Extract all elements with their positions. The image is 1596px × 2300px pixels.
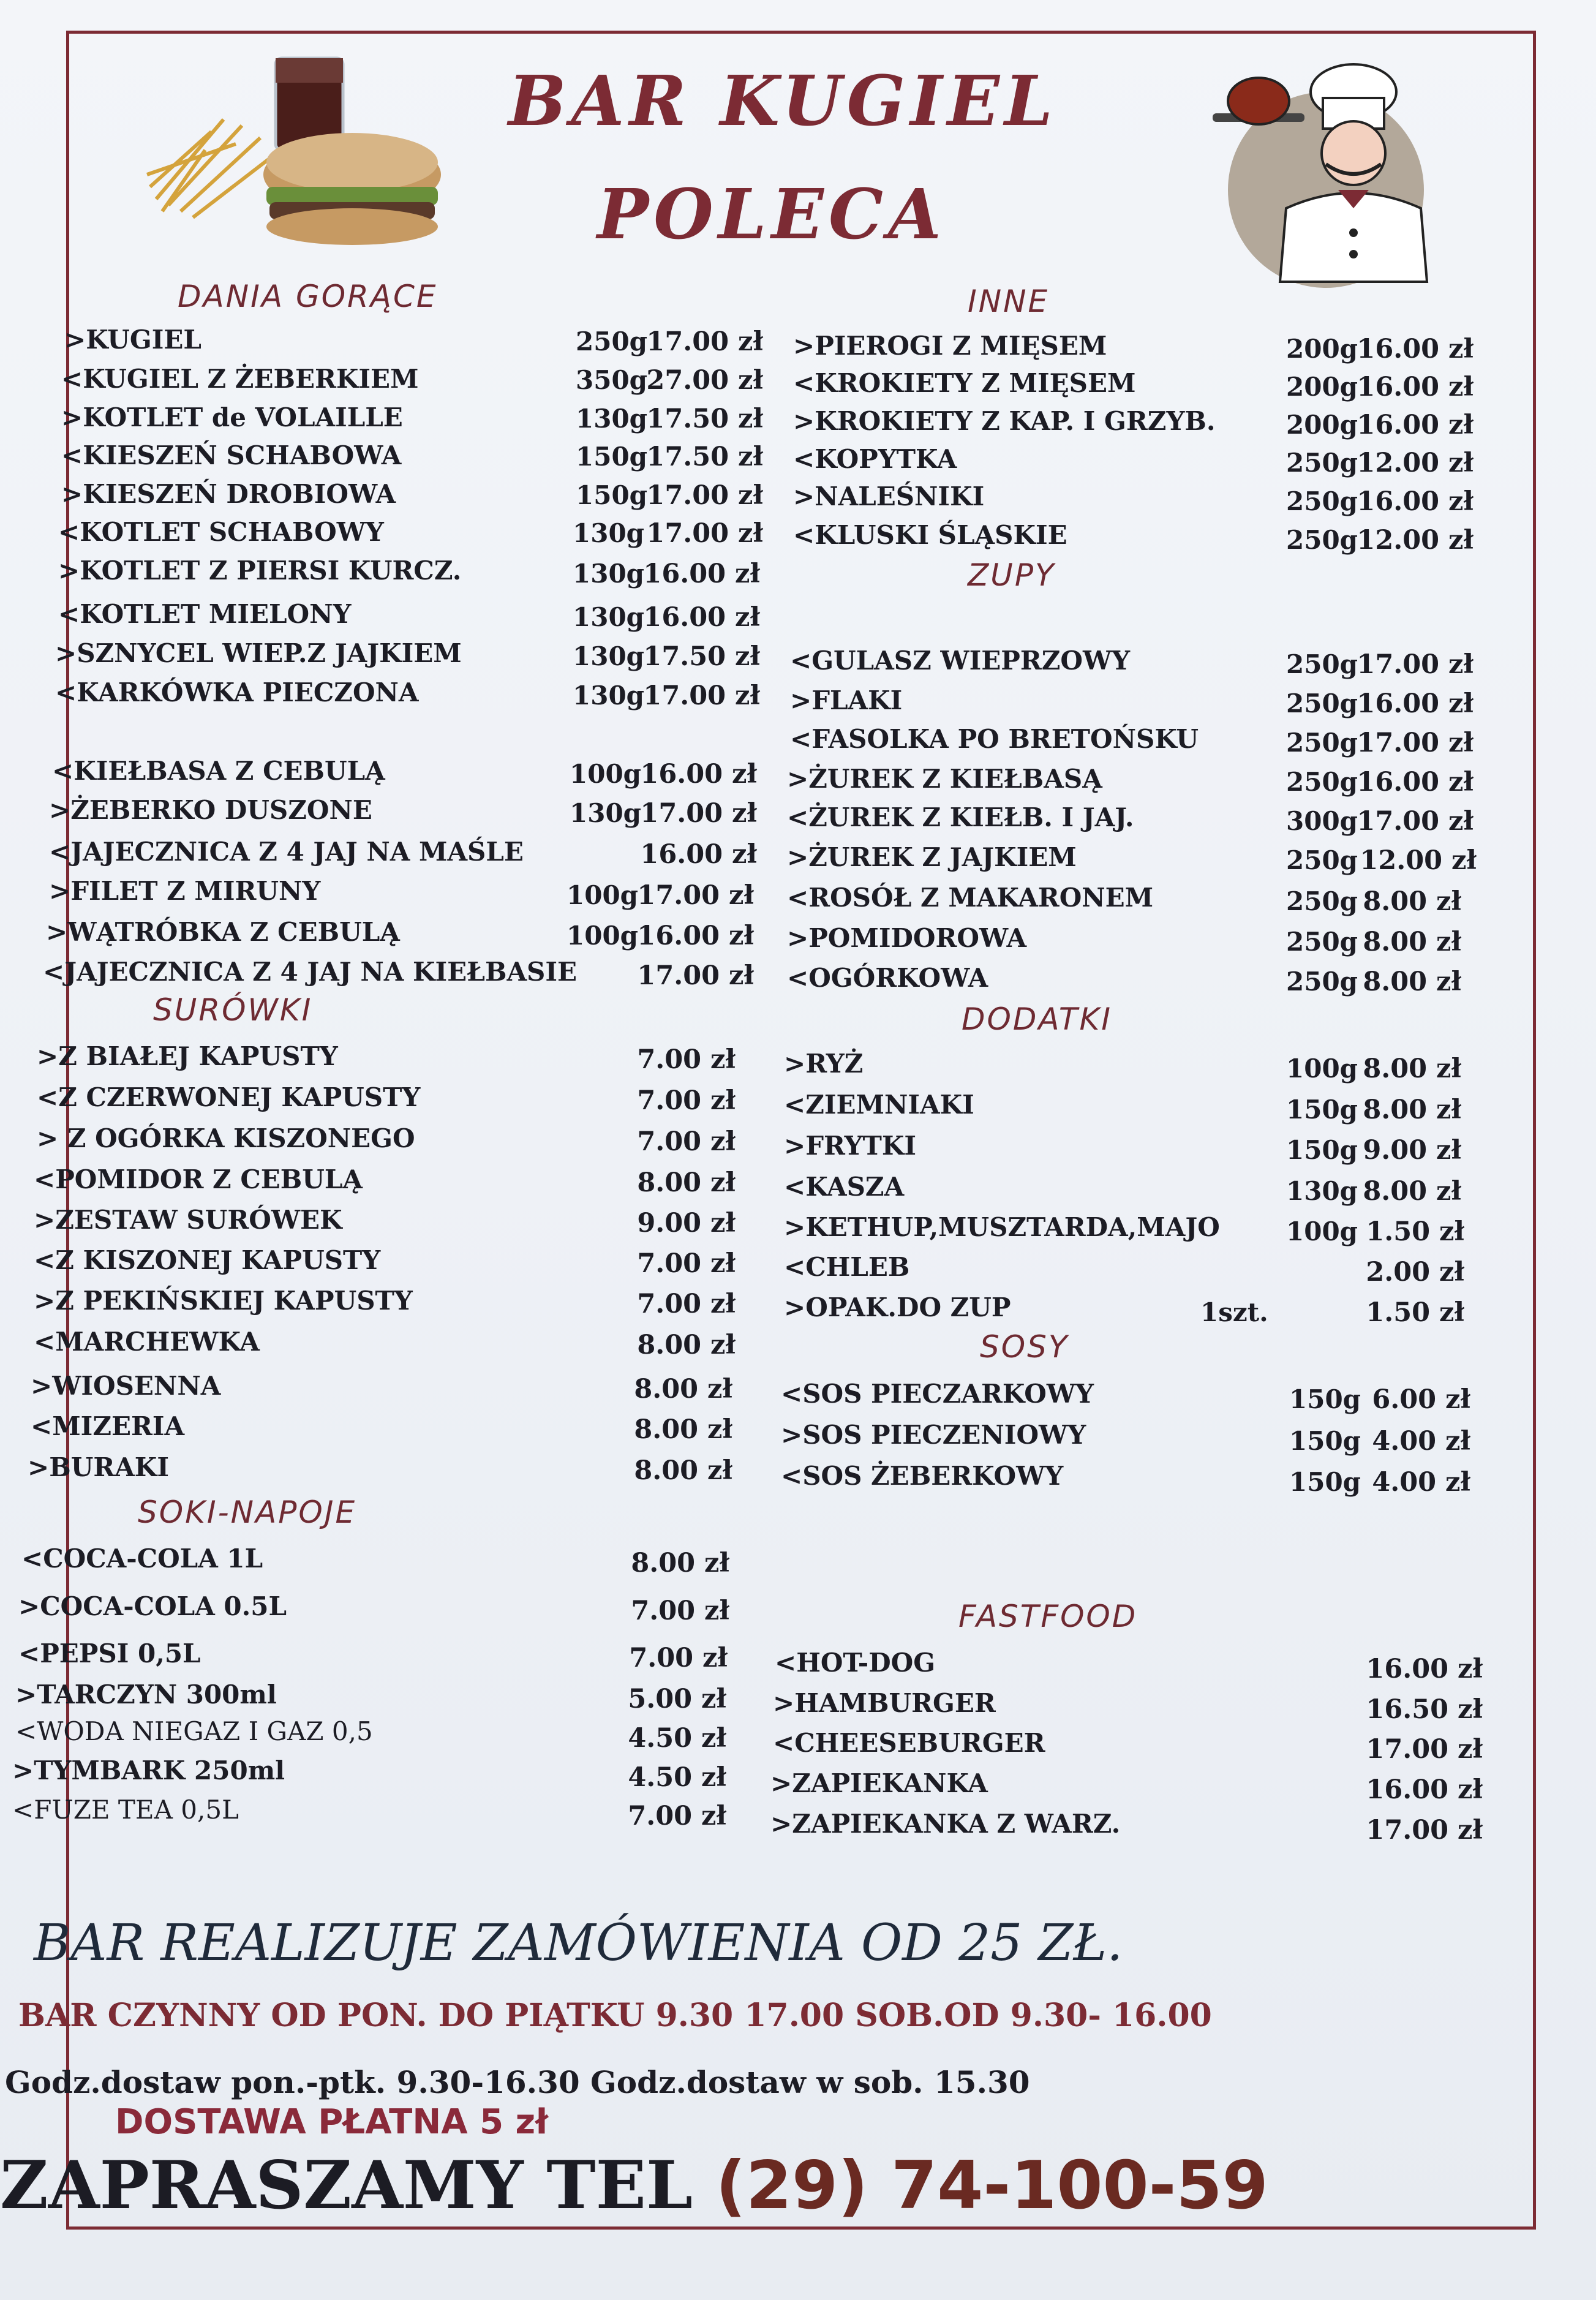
menu-item-weight: 100g: [567, 921, 639, 951]
menu-item-name: <KASZA: [784, 1172, 905, 1202]
menu-item-price: 16.00 zł: [637, 921, 754, 951]
menu-item-price: 9.00 zł: [637, 1208, 736, 1239]
menu-item-weight: 130g: [576, 404, 648, 434]
menu-item-name: <COCA-COLA 1L: [21, 1544, 263, 1574]
menu-item-price: 17.00 zł: [637, 960, 754, 991]
menu-item-name: <ŻUREK Z KIEŁB. I JAJ.: [787, 802, 1134, 832]
menu-item-name: >NALEŚNIKI: [793, 481, 985, 511]
menu-item-price: 7.00 zł: [628, 1801, 726, 1831]
menu-item-weight: 150g: [1286, 1135, 1358, 1165]
menu-item-price: 17.00 zł: [640, 798, 757, 829]
menu-item-name: >TARCZYN 300ml: [15, 1680, 277, 1710]
menu-item-price: 16.00 zł: [1357, 372, 1474, 402]
menu-item-name: <ROSÓŁ Z MAKARONEM: [787, 883, 1154, 913]
menu-item-weight: 150g: [576, 480, 648, 510]
menu-item-price: 4.00 zł: [1372, 1426, 1470, 1457]
menu-item-name: <FASOLKA PO BRETOŃSKU: [790, 724, 1199, 754]
menu-item-price: 7.00 zł: [629, 1643, 728, 1673]
menu-item-name: <SOS ŻEBERKOWY: [781, 1461, 1064, 1491]
menu-item-weight: 150g: [576, 442, 648, 472]
menu-item-price: 12.00 zł: [1357, 448, 1474, 478]
menu-item-price: 17.00 zł: [1357, 728, 1474, 758]
menu-item-price: 4.50 zł: [628, 1723, 726, 1754]
menu-item-price: 16.00 zł: [1357, 486, 1474, 517]
menu-item-name: <PEPSI 0,5L: [18, 1638, 201, 1668]
menu-item-price: 12.00 zł: [1357, 525, 1474, 556]
menu-item-name: > Z OGÓRKA KISZONEGO: [37, 1123, 415, 1153]
menu-item-price: 17.00 zł: [646, 480, 763, 511]
menu-item-weight: 250g: [1286, 486, 1358, 516]
menu-item-name: <KIESZEŃ SCHABOWA: [61, 440, 402, 470]
menu-item-name: >KETHUP,MUSZTARDA,MAJO: [784, 1212, 1220, 1242]
menu-item-price: 16.00 zł: [1357, 767, 1474, 797]
menu-item-price: 8.00 zł: [637, 1167, 736, 1198]
menu-item-name: >OPAK.DO ZUP: [784, 1292, 1011, 1322]
burger-fries-drink-svg: [138, 52, 450, 254]
menu-item-price: 8.00 zł: [1363, 1095, 1461, 1125]
menu-item-price: 16.50 zł: [1366, 1694, 1483, 1725]
menu-item-price: 17.50 zł: [643, 641, 760, 672]
menu-item-name: >ZESTAW SURÓWEK: [34, 1205, 342, 1235]
menu-item-price: 16.00 zł: [640, 759, 757, 790]
menu-item-weight: 130g: [573, 602, 645, 632]
menu-item-price: 8.00 zł: [634, 1455, 732, 1486]
menu-item-price: 17.00 zł: [643, 681, 760, 711]
menu-item-price: 17.00 zł: [1357, 806, 1474, 837]
menu-item-name: <MARCHEWKA: [34, 1327, 260, 1357]
menu-item-price: 17.00 zł: [1357, 649, 1474, 680]
menu-item-name: <KUGIEL Z ŻEBERKIEM: [61, 364, 419, 394]
menu-item-price: 8.00 zł: [1363, 1054, 1461, 1084]
menu-item-name: <GULASZ WIEPRZOWY: [790, 646, 1131, 676]
menu-item-name: >ZAPIEKANKA: [770, 1768, 988, 1798]
menu-item-name: <OGÓRKOWA: [787, 963, 988, 993]
menu-item-weight: 250g: [1286, 448, 1358, 478]
menu-item-price: 8.00 zł: [634, 1414, 732, 1445]
menu-item-name: >KOTLET de VOLAILLE: [61, 402, 403, 432]
menu-item-price: 27.00 zł: [646, 365, 763, 396]
menu-item-weight: 350g: [576, 365, 648, 395]
menu-item-price: 2.00 zł: [1366, 1257, 1464, 1288]
chef-svg: [1194, 55, 1464, 288]
menu-item-weight: 100g: [570, 759, 642, 789]
menu-item-name: <FUZE TEA 0,5L: [12, 1795, 239, 1825]
menu-item-price: 17.00 zł: [646, 326, 763, 357]
section-title-dodatki: DODATKI: [962, 1001, 1112, 1037]
section-title-sosy: SOSY: [980, 1329, 1069, 1365]
menu-item-weight: 250g: [1286, 845, 1358, 875]
menu-item-weight: 250g: [576, 326, 648, 356]
menu-item-name: >ŻUREK Z JAJKIEM: [787, 842, 1077, 872]
menu-item-name: <MIZERIA: [31, 1411, 185, 1441]
menu-item-weight: 130g: [573, 641, 645, 671]
section-title-zupy: ZUPY: [968, 557, 1056, 593]
menu-item-weight: 200g: [1286, 372, 1358, 402]
menu-item-name: <HOT-DOG: [775, 1648, 936, 1678]
menu-item-name: >PIEROGI Z MIĘSEM: [793, 331, 1107, 361]
menu-item-weight: 130g: [573, 518, 645, 548]
opening-hours: BAR CZYNNY OD PON. DO PIĄTKU 9.30 17.00 SOB.OD 9.30- 16.00: [18, 1997, 1212, 2034]
menu-item-name: >KROKIETY Z KAP. I GRZYB.: [793, 406, 1216, 436]
menu-item-weight: 130g: [573, 559, 645, 589]
menu-item-name: <ZIEMNIAKI: [784, 1090, 974, 1120]
menu-item-weight: 250g: [1286, 649, 1358, 679]
menu-item-name: <KOPYTKA: [793, 444, 957, 474]
menu-item-weight: 150g: [1289, 1384, 1361, 1414]
menu-item-name: >WĄTRÓBKA Z CEBULĄ: [46, 917, 400, 947]
menu-item-price: 1.50 zł: [1366, 1297, 1464, 1328]
invite-text: ZAPRASZAMY TEL: [0, 2147, 693, 2224]
menu-item-name: >ŻEBERKO DUSZONE: [49, 795, 372, 825]
section-title-inne: INNE: [968, 284, 1050, 319]
menu-item-price: 16.00 zł: [1357, 688, 1474, 719]
menu-item-weight: 300g: [1286, 806, 1358, 836]
menu-item-name: <Z CZERWONEJ KAPUSTY: [37, 1082, 421, 1112]
menu-item-price: 16.00 zł: [1357, 334, 1474, 364]
menu-item-price: 9.00 zł: [1363, 1135, 1461, 1166]
menu-item-name: <KIEŁBASA Z CEBULĄ: [52, 756, 385, 786]
menu-item-name: >SOS PIECZENIOWY: [781, 1420, 1086, 1450]
menu-item-price: 7.00 zł: [637, 1248, 736, 1279]
menu-item-name: <KOTLET MIELONY: [58, 599, 352, 629]
title-line-1: BAR KUGIEL: [508, 61, 1058, 141]
menu-item-price: 7.00 zł: [637, 1085, 736, 1116]
menu-item-weight: 130g: [573, 681, 645, 711]
menu-item-name: <KOTLET SCHABOWY: [58, 517, 384, 547]
menu-item-name: >KOTLET Z PIERSI KURCZ.: [58, 556, 462, 586]
menu-item-price: 5.00 zł: [628, 1684, 726, 1714]
menu-item-price: 17.00 zł: [637, 880, 754, 911]
menu-item-weight: 100g: [1286, 1054, 1358, 1084]
section-title-dania-gorace: DANIA GORĄCE: [178, 279, 438, 314]
menu-item-weight: 250g: [1286, 967, 1358, 997]
menu-item-name: >POMIDOROWA: [787, 923, 1027, 953]
menu-item-name: >RYŻ: [784, 1049, 864, 1079]
menu-item-price: 1.50 zł: [1366, 1216, 1464, 1247]
menu-item-name: >HAMBURGER: [773, 1688, 996, 1718]
menu-item-price: 6.00 zł: [1372, 1384, 1470, 1415]
menu-item-name: <WODA NIEGAZ I GAZ 0,5: [15, 1716, 373, 1746]
menu-item-name: <POMIDOR Z CEBULĄ: [34, 1164, 363, 1194]
menu-item-price: 8.00 zł: [1363, 1176, 1461, 1207]
menu-item-name: >Z PEKIŃSKIEJ KAPUSTY: [34, 1286, 413, 1316]
menu-item-name: <KARKÓWKA PIECZONA: [55, 677, 419, 707]
section-title-soki-napoje: SOKI-NAPOJE: [138, 1495, 357, 1530]
menu-item-name: <JAJECZNICA Z 4 JAJ NA KIEŁBASIE: [43, 957, 578, 987]
menu-item-name: <KROKIETY Z MIĘSEM: [793, 368, 1136, 398]
section-title-surowki: SURÓWKI: [153, 992, 313, 1028]
title-line-2: POLECA: [597, 175, 946, 255]
menu-item-price: 16.00 zł: [643, 559, 760, 589]
menu-item-price: 8.00 zł: [1363, 927, 1461, 957]
menu-item-weight: 250g: [1286, 767, 1358, 797]
menu-item-weight: 250g: [1286, 927, 1358, 957]
menu-item-weight: 200g: [1286, 334, 1358, 364]
menu-item-price: 4.50 zł: [628, 1762, 726, 1793]
menu-item-name: >FRYTKI: [784, 1131, 917, 1161]
menu-item-price: 8.00 zł: [631, 1548, 729, 1578]
delivery-fee: DOSTAWA PŁATNA 5 zł: [115, 2102, 548, 2142]
menu-item-price: 7.00 zł: [631, 1596, 729, 1626]
menu-item-price: 16.00 zł: [1366, 1774, 1483, 1805]
menu-item-price: 7.00 zł: [637, 1126, 736, 1157]
menu-item-weight: 150g: [1286, 1095, 1358, 1125]
menu-item-name: <KLUSKI ŚLĄSKIE: [793, 520, 1067, 550]
minimum-order-note: BAR REALIZUJE ZAMÓWIENIA OD 25 ZŁ.: [34, 1914, 1123, 1972]
menu-item-name: <SOS PIECZARKOWY: [781, 1379, 1094, 1409]
menu-item-price: 17.00 zł: [646, 518, 763, 549]
menu-item-name: >KIESZEŃ DROBIOWA: [61, 479, 396, 509]
menu-item-name: >FLAKI: [790, 685, 903, 715]
section-title-fastfood: FASTFOOD: [958, 1599, 1138, 1634]
menu-item-weight: 100g: [1286, 1216, 1358, 1246]
menu-item-price: 16.00 zł: [643, 602, 760, 633]
menu-item-name: >SZNYCEL WIEP.Z JAJKIEM: [55, 638, 462, 668]
menu-item-price: 8.00 zł: [634, 1374, 732, 1405]
menu-item-name: >TYMBARK 250ml: [12, 1755, 285, 1785]
menu-item-name: >COCA-COLA 0.5L: [18, 1591, 287, 1621]
menu-item-name: <CHEESEBURGER: [773, 1728, 1045, 1758]
menu-item-price: 16.00 zł: [1366, 1654, 1483, 1684]
menu-item-name: >FILET Z MIRUNY: [49, 876, 321, 906]
phone-number[interactable]: (29) 74-100-59: [715, 2147, 1268, 2224]
menu-item-name: >Z BIAŁEJ KAPUSTY: [37, 1041, 338, 1071]
invite-line: [0, 2147, 1268, 2224]
menu-item-price: 17.00 zł: [1366, 1734, 1483, 1765]
menu-item-price: 17.00 zł: [1366, 1815, 1483, 1846]
burger-fries-drink-icon: [138, 52, 450, 254]
menu-item-price: 7.00 zł: [637, 1044, 736, 1075]
menu-item-price: 16.00 zł: [1357, 410, 1474, 440]
menu-item-weight: 250g: [1286, 728, 1358, 758]
menu-item-name: >ŻUREK Z KIEŁBASĄ: [787, 764, 1102, 794]
menu-item-name: >ZAPIEKANKA Z WARZ.: [770, 1809, 1121, 1839]
menu-item-price: 4.00 zł: [1372, 1467, 1470, 1498]
menu-item-price: 8.00 zł: [1363, 967, 1461, 997]
menu-item-price: 17.50 zł: [646, 404, 763, 434]
menu-item-price: 17.50 zł: [646, 442, 763, 472]
chef-icon: [1194, 55, 1464, 288]
menu-item-weight: 150g: [1289, 1467, 1361, 1497]
menu-item-weight: 250g: [1286, 886, 1358, 916]
menu-item-price: 8.00 zł: [637, 1330, 736, 1360]
menu-item-name: >BURAKI: [28, 1452, 169, 1482]
menu-item-weight: 150g: [1289, 1426, 1361, 1456]
menu-item-weight: 100g: [567, 880, 639, 910]
menu-item-weight: 130g: [570, 798, 642, 828]
menu-item-price: 8.00 zł: [1363, 886, 1461, 917]
menu-item-price: 7.00 zł: [637, 1289, 736, 1319]
menu-item-name: >KUGIEL: [64, 325, 201, 355]
menu-item-weight: 250g: [1286, 525, 1358, 555]
delivery-hours: Godz.dostaw pon.-ptk. 9.30-16.30 Godz.dostaw w sob. 15.30: [5, 2064, 1030, 2100]
menu-item-price: 16.00 zł: [640, 839, 757, 870]
menu-item-price: 12.00 zł: [1360, 845, 1477, 876]
menu-item-weight: 130g: [1286, 1176, 1358, 1206]
menu-item-weight: 200g: [1286, 410, 1358, 440]
menu-item-name: >WIOSENNA: [31, 1371, 221, 1401]
menu-item-name: <JAJECZNICA Z 4 JAJ NA MAŚLE: [49, 837, 524, 867]
menu-item-name: <Z KISZONEJ KAPUSTY: [34, 1245, 381, 1275]
menu-item-weight: 1szt.: [1200, 1297, 1268, 1327]
menu-item-name: <CHLEB: [784, 1252, 910, 1282]
menu-item-weight: 250g: [1286, 688, 1358, 718]
